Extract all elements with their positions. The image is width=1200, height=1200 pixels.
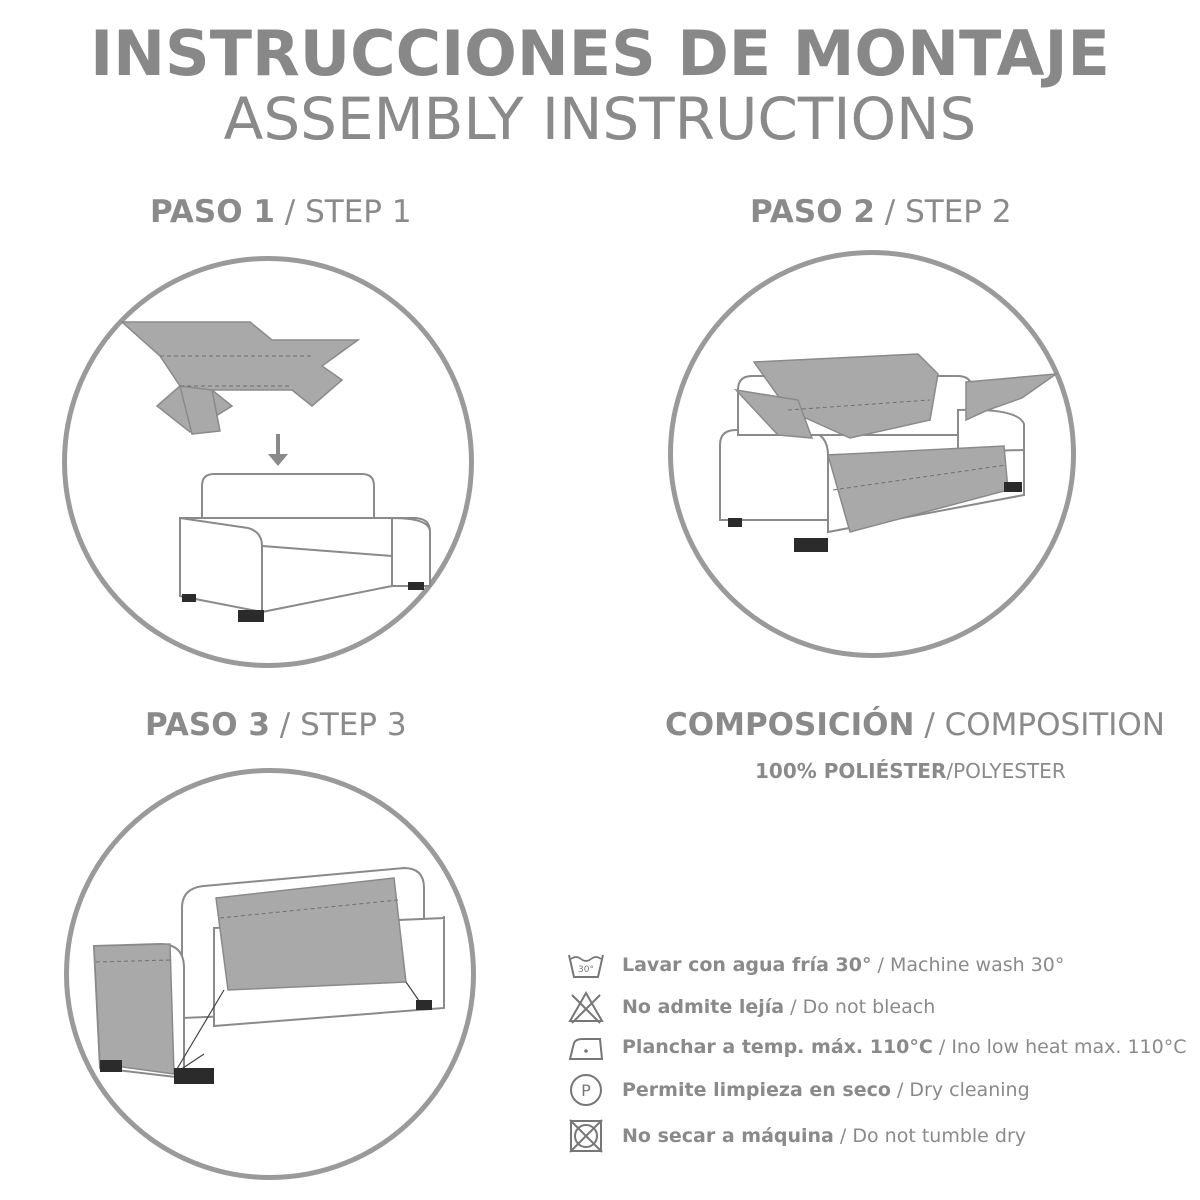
no-bleach-icon xyxy=(566,987,606,1027)
care-tumble-sep: / xyxy=(833,1125,853,1147)
care-text-iron xyxy=(622,1036,1186,1058)
step-1-label xyxy=(150,192,412,232)
cover-on-sofa xyxy=(94,878,406,1074)
title-english: ASSEMBLY INSTRUCTIONS xyxy=(223,85,977,153)
iron-low-icon xyxy=(566,1027,606,1067)
care-dryclean-es: Permite limpieza en seco xyxy=(622,1079,891,1101)
care-tumble-en: Do not tumble dry xyxy=(852,1125,1027,1147)
care-row-iron xyxy=(566,1027,1187,1067)
care-text-bleach xyxy=(622,996,935,1018)
composition-value-en: POLYESTER xyxy=(953,759,1066,783)
dry-clean-p-icon xyxy=(566,1070,606,1110)
care-iron-sep: / xyxy=(932,1036,952,1058)
care-row-wash xyxy=(566,945,1176,985)
step-2-es: PASO 2 xyxy=(750,194,875,230)
step-1-illustration xyxy=(62,256,474,668)
composition-value-sep: / xyxy=(946,759,954,783)
care-text-tumble xyxy=(622,1125,1026,1147)
step-3-label xyxy=(145,705,407,745)
care-text-dryclean xyxy=(622,1079,1030,1101)
care-iron-es: Planchar a temp. máx. 110°C xyxy=(622,1036,933,1058)
care-bleach-sep: / xyxy=(784,996,803,1018)
composition-es: COMPOSICIÓN xyxy=(665,707,915,743)
care-tumble-es: No secar a máquina xyxy=(622,1125,834,1147)
composition-value xyxy=(755,759,1066,783)
step-3-es: PASO 3 xyxy=(145,707,270,743)
step-2-en: STEP 2 xyxy=(905,194,1012,230)
composition-value-es: 100% POLIÉSTER xyxy=(755,759,947,783)
composition-en: COMPOSITION xyxy=(944,707,1166,743)
wash-30-icon xyxy=(566,945,606,985)
step-3-en: STEP 3 xyxy=(300,707,407,743)
step-3-illustration xyxy=(64,768,476,1180)
step-1-en: STEP 1 xyxy=(305,194,412,230)
composition-title xyxy=(665,705,1165,745)
care-bleach-en: Do not bleach xyxy=(802,996,936,1018)
composition-sep: / xyxy=(914,707,945,743)
step-2-illustration xyxy=(668,250,1076,658)
care-row-bleach xyxy=(566,987,1176,1027)
care-row-dryclean xyxy=(566,1070,1176,1110)
step-2-label xyxy=(750,192,1012,232)
step-3-sep: / xyxy=(269,707,301,743)
title-spanish: INSTRUCCIONES DE MONTAJE xyxy=(90,17,1110,90)
step-1-sep: / xyxy=(274,194,306,230)
care-row-tumble xyxy=(566,1116,1176,1156)
care-bleach-es: No admite lejía xyxy=(622,996,785,1018)
care-wash-en: Machine wash 30° xyxy=(889,954,1065,976)
care-text-wash xyxy=(622,954,1064,976)
sofa-outline xyxy=(180,474,430,612)
care-dryclean-en: Dry cleaning xyxy=(909,1079,1030,1101)
care-dryclean-sep: / xyxy=(890,1079,910,1101)
cover-unfolded-shape xyxy=(122,322,358,434)
wash-temp-text: 30° xyxy=(578,965,594,975)
no-tumble-dry-icon xyxy=(566,1116,606,1156)
down-arrow-icon xyxy=(268,434,288,466)
care-wash-sep: / xyxy=(871,954,890,976)
step-2-sep: / xyxy=(874,194,906,230)
step-1-es: PASO 1 xyxy=(150,194,275,230)
care-iron-en: Ino low heat max. 110°C xyxy=(951,1036,1187,1058)
dry-clean-letter: P xyxy=(581,1081,591,1100)
care-wash-es: Lavar con agua fría 30° xyxy=(622,954,872,976)
